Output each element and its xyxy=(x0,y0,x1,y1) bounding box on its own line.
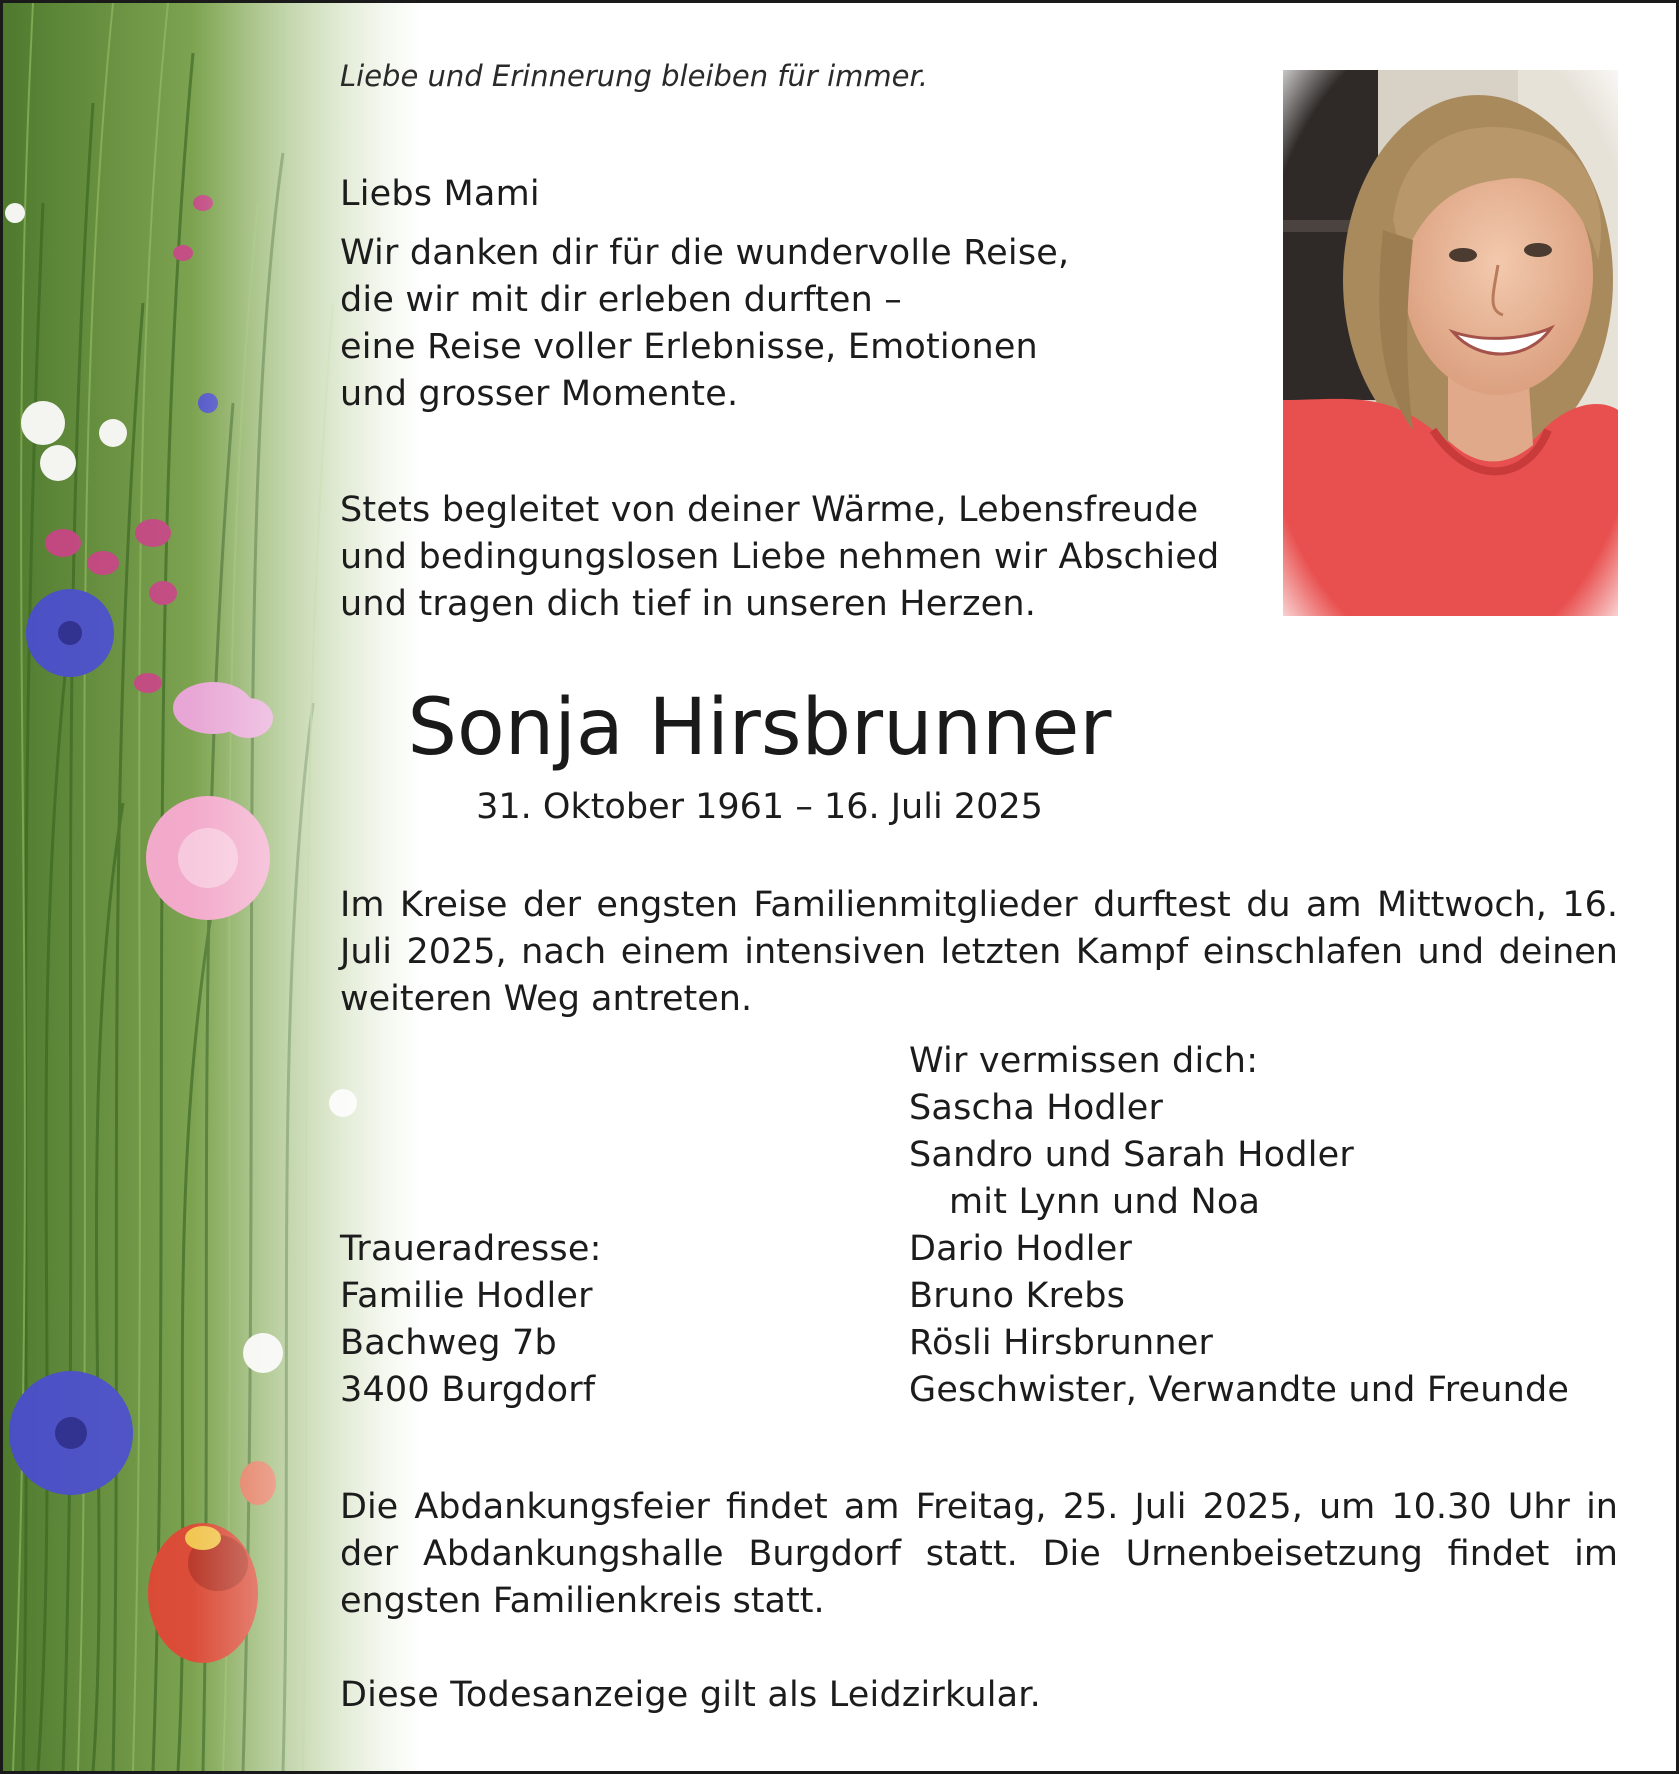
mourner-name: Bruno Krebs xyxy=(909,1276,1126,1316)
address-heading: Traueradresse: xyxy=(340,1229,602,1269)
address-line: Bachweg 7b xyxy=(340,1323,557,1363)
poem-line: Stets begleitet von deiner Wärme, Lebensfreude xyxy=(340,490,1199,530)
mourners-list xyxy=(909,1038,1569,1414)
address-line: Familie Hodler xyxy=(340,1276,593,1316)
mourner-name: Sandro und Sarah Hodler xyxy=(909,1135,1354,1175)
mourners-heading: Wir vermissen dich: xyxy=(909,1041,1259,1081)
poem-line: die wir mit dir erleben durften – xyxy=(340,280,902,320)
mourner-name: Geschwister, Verwandte und Freunde xyxy=(909,1370,1570,1410)
life-dates-text: 31. Oktober 1961 – 16. Juli 2025 xyxy=(476,787,1043,827)
mourner-name: Sascha Hodler xyxy=(909,1088,1164,1128)
deceased-name-text: Sonja Hirsbrunner xyxy=(407,683,1112,773)
greeting: Liebs Mami xyxy=(340,174,540,214)
poem-block xyxy=(340,230,1069,418)
poem-block-2 xyxy=(340,487,1219,628)
mourning-address xyxy=(340,1226,602,1414)
poem-line: Wir danken dir für die wundervolle Reise, xyxy=(340,233,1070,273)
poem-line: und grosser Momente. xyxy=(340,374,739,414)
passing-paragraph: Im Kreise der engsten Familienmitglieder durftest du am Mittwoch, 16. Juli 2025, nach einem intensiven letzten Kampf einschlafen und deinen weiteren Weg antreten. xyxy=(340,885,1618,1019)
poem-line: eine Reise voller Erlebnisse, Emotionen xyxy=(340,327,1038,367)
mourner-name: mit Lynn und Noa xyxy=(949,1182,1261,1222)
portrait-photo xyxy=(1283,70,1618,616)
address-line: 3400 Burgdorf xyxy=(340,1370,596,1410)
poem-line: und bedingungslosen Liebe nehmen wir Abschied xyxy=(340,537,1220,577)
poem-line: und tragen dich tief in unseren Herzen. xyxy=(340,584,1037,624)
mourner-name: Dario Hodler xyxy=(909,1229,1133,1269)
closing-note: Diese Todesanzeige gilt als Leidzirkular. xyxy=(340,1675,1042,1715)
ceremony-paragraph: Die Abdankungsfeier findet am Freitag, 25. Juli 2025, um 10.30 Uhr in der Abdankungshalle Burgdorf statt. Die Urnenbeisetzung findet im engsten Familienkreis statt. xyxy=(340,1487,1618,1621)
life-dates xyxy=(3,787,1679,827)
deceased-name xyxy=(3,683,1679,773)
mourner-name: Rösli Hirsbrunner xyxy=(909,1323,1214,1363)
motto: Liebe und Erinnerung bleiben für immer. xyxy=(340,59,928,93)
